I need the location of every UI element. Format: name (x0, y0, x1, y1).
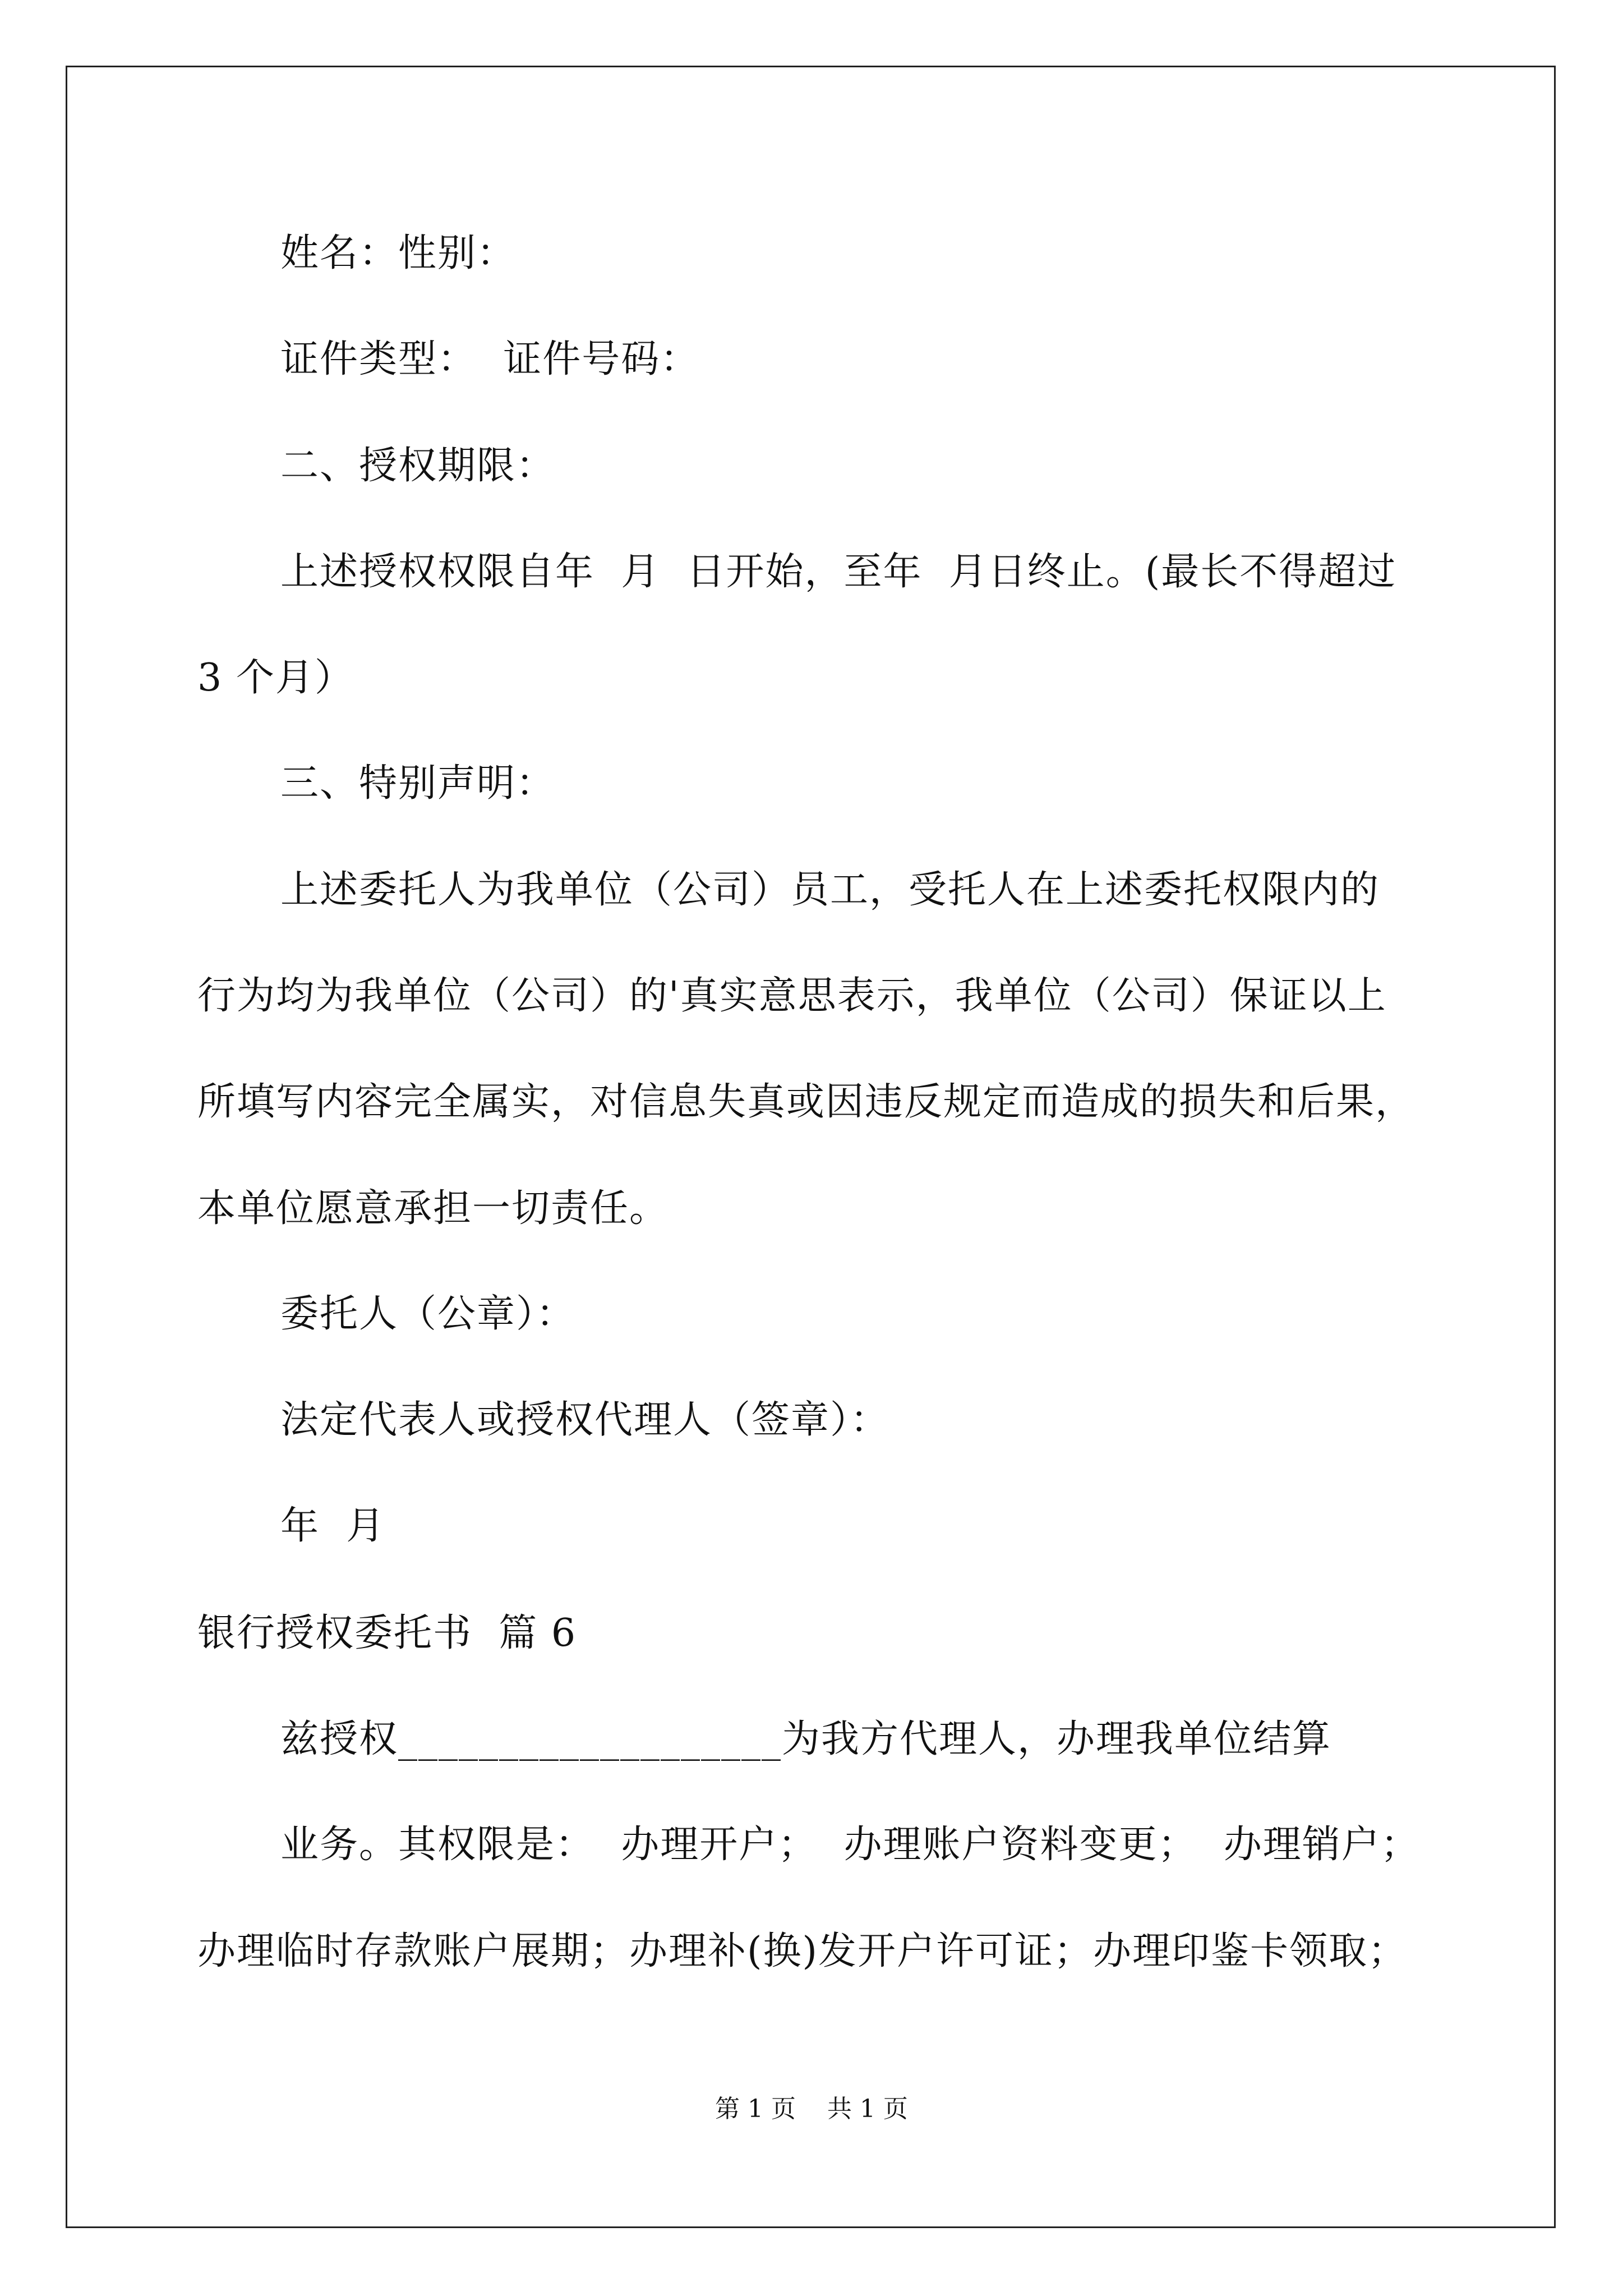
field-legal-representative-signature: 法定代表人或授权代理人（签章）： (280, 1398, 890, 1442)
section-heading-special-statement: 三、特别声明： (280, 761, 556, 806)
paragraph-line: 行为均为我单位（公司）的'真实意思表示，我单位（公司）保证以上 (197, 974, 1387, 1018)
field-id-type-number: 证件类型： 证件号码： (280, 337, 700, 381)
page-footer: 第 1 页 共 1 页 (715, 2095, 908, 2123)
section-title: 银行授权委托书 篇 6 (197, 1611, 577, 1655)
field-date: 年 月 (280, 1504, 386, 1548)
paragraph-line: 上述授权权限自年 月 日开始，至年 月日终止。(最长不得超过 (280, 550, 1397, 594)
paragraph-line: 上述委托人为我单位（公司）员工，受托人在上述委托权限内的 (280, 868, 1380, 912)
field-name-gender: 姓名：性别： (280, 231, 517, 275)
paragraph-line: 业务。其权限是： 办理开户； 办理账户资料变更； 办理销户； (280, 1823, 1420, 1867)
paragraph-line: 本单位愿意承担一切责任。 (197, 1186, 669, 1231)
paragraph-line: 所填写内容完全属实，对信息失真或因违反规定而造成的损失和后果， (197, 1080, 1415, 1124)
paragraph-line: 兹授权___________________为我方代理人，办理我单位结算 (280, 1717, 1332, 1761)
field-principal-seal: 委托人（公章）： (280, 1292, 576, 1336)
page-border (66, 66, 1556, 2228)
section-heading-authorization-period: 二、授权期限： (280, 444, 556, 488)
paragraph-line: 3 个月） (197, 656, 354, 700)
paragraph-line: 办理临时存款账户展期；办理补(换)发开户许可证；办理印鉴卡领取； (197, 1929, 1408, 1973)
